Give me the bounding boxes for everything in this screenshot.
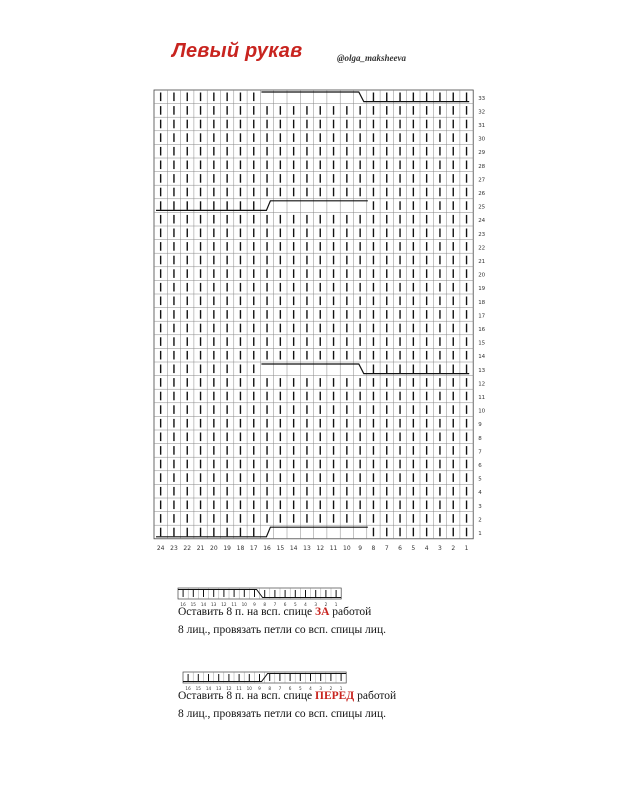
mini-column-label: 16 (180, 602, 186, 607)
column-label: 7 (384, 544, 389, 552)
mini-column-label: 7 (273, 602, 277, 607)
mini-column-label: 2 (329, 686, 333, 691)
mini-column-label: 3 (314, 602, 318, 607)
mini-column-label: 11 (236, 686, 242, 691)
mini-column-label: 12 (221, 602, 227, 607)
column-label: 9 (358, 544, 363, 552)
mini-column-label: 8 (268, 686, 272, 691)
row-label: 9 (478, 422, 482, 429)
mini-column-label: 12 (226, 686, 232, 691)
note-back-line1: Оставить 8 п. на всп. спице ЗА работой (178, 606, 372, 618)
row-label: 32 (478, 109, 486, 116)
mini-column-label: 4 (309, 686, 312, 691)
mini-column-label: 16 (185, 686, 191, 691)
row-label: 17 (478, 313, 486, 320)
row-label: 25 (478, 204, 486, 211)
row-label: 10 (478, 408, 486, 415)
mini-column-label: 10 (241, 602, 247, 607)
column-label: 10 (343, 544, 351, 552)
row-label: 7 (478, 449, 482, 456)
row-label: 14 (478, 354, 486, 361)
column-label: 22 (183, 544, 192, 552)
mini-column-label: 2 (324, 602, 328, 607)
page-title: Левый рукав (172, 40, 303, 62)
cable-cross-33 (261, 92, 469, 102)
note-back-emphasis: ЗА (315, 606, 330, 618)
row-label: 21 (478, 258, 486, 265)
mini-column-label: 10 (246, 686, 252, 691)
column-label: 4 (424, 544, 429, 552)
column-label: 1 (464, 544, 469, 552)
mini-column-label: 14 (205, 686, 212, 691)
row-label: 30 (478, 136, 486, 143)
column-label: 24 (156, 544, 165, 552)
row-label: 6 (478, 462, 482, 469)
row-label: 8 (478, 435, 482, 442)
column-label: 2 (451, 544, 456, 552)
column-label: 5 (411, 544, 416, 552)
column-label: 20 (210, 544, 218, 552)
column-label: 23 (170, 544, 178, 552)
row-label: 27 (478, 177, 486, 184)
column-label: 18 (236, 544, 245, 552)
mini-column-label: 3 (319, 686, 323, 691)
note-front-line1: Оставить 8 п. на всп. спице ПЕРЕД работой (178, 690, 397, 702)
column-label: 21 (196, 544, 205, 552)
cable-cross-13 (261, 364, 469, 374)
row-label: 15 (478, 340, 486, 347)
note-front-emphasis: ПЕРЕД (315, 690, 355, 702)
column-label: 14 (289, 544, 298, 552)
mini-column-label: 15 (190, 602, 196, 607)
column-label: 13 (303, 544, 311, 552)
row-label: 3 (478, 503, 482, 510)
row-label: 11 (478, 394, 486, 401)
column-label: 19 (223, 544, 231, 552)
note-front-line2: 8 лиц., провязать петли со всп. спицы лиц. (178, 708, 386, 720)
row-label: 4 (478, 490, 482, 497)
mini-column-label: 1 (334, 602, 338, 607)
mini-column-label: 15 (195, 686, 201, 691)
column-label: 11 (329, 544, 338, 552)
row-label: 1 (478, 530, 482, 537)
row-label: 26 (478, 190, 486, 197)
mini-column-label: 6 (283, 602, 287, 607)
mini-column-label: 11 (231, 602, 237, 607)
mini-column-label: 9 (258, 686, 261, 691)
mini-column-label: 4 (304, 602, 307, 607)
row-label: 20 (478, 272, 486, 279)
row-label: 16 (478, 326, 486, 333)
column-label: 17 (249, 544, 258, 552)
column-label: 12 (316, 544, 325, 552)
column-label: 3 (438, 544, 442, 552)
column-label: 6 (398, 544, 402, 552)
row-label: 29 (478, 150, 486, 157)
note-back-line2: 8 лиц., провязать петли со всп. спицы лиц. (178, 624, 386, 636)
row-label: 13 (478, 367, 486, 374)
row-label: 12 (478, 381, 486, 388)
mini-column-label: 13 (216, 686, 222, 691)
row-label: 5 (478, 476, 482, 483)
column-label: 15 (276, 544, 285, 552)
row-label: 2 (478, 517, 482, 524)
mini-column-label: 14 (200, 602, 207, 607)
column-label: 16 (263, 544, 271, 552)
row-label: 23 (478, 231, 486, 238)
row-label: 31 (478, 122, 486, 129)
row-label: 24 (478, 218, 486, 225)
mini-column-label: 5 (293, 602, 297, 607)
mini-column-label: 13 (211, 602, 217, 607)
row-label: 28 (478, 163, 486, 170)
row-label: 19 (478, 286, 486, 293)
row-label: 33 (478, 95, 486, 102)
mini-column-label: 6 (288, 686, 292, 691)
mini-column-label: 5 (298, 686, 302, 691)
mini-column-label: 7 (278, 686, 282, 691)
mini-column-label: 1 (339, 686, 343, 691)
column-label: 8 (371, 544, 376, 552)
author-handle: @olga_maksheeva (337, 53, 406, 63)
row-label: 22 (478, 245, 486, 252)
mini-column-label: 8 (263, 602, 267, 607)
row-label: 18 (478, 299, 486, 306)
mini-column-label: 9 (253, 602, 256, 607)
